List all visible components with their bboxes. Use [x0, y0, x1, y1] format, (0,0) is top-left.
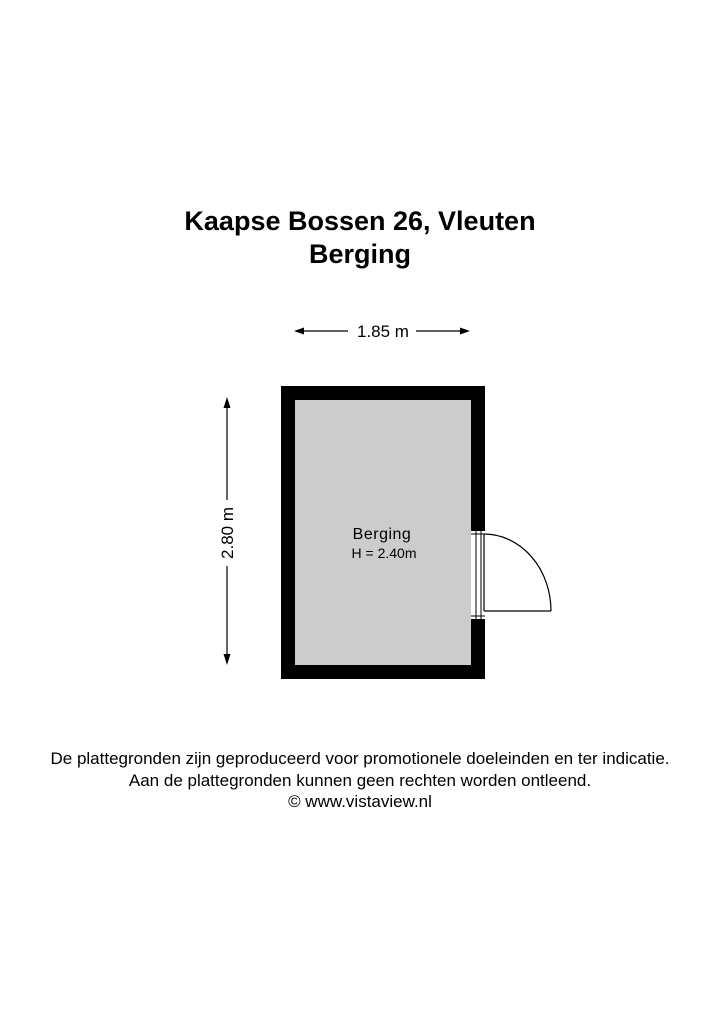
room-name-label: Berging — [352, 526, 412, 543]
door-opening — [471, 531, 485, 619]
height-dimension — [218, 397, 237, 665]
disclaimer-line-2: Aan de plattegronden kunnen geen rechten worden ontleend. — [128, 771, 592, 790]
width-arrow-left — [294, 328, 304, 335]
height-arrow-top — [224, 397, 231, 408]
room-height-label: H = 2.40m — [351, 545, 417, 561]
disclaimer-line-1: De plattegronden zijn geproduceerd voor promotionele doeleinden en ter indicatie. — [50, 749, 670, 768]
floorplan-subtitle: Berging — [308, 239, 411, 269]
width-dimension-label: 1.85 m — [357, 322, 409, 341]
floorplan-title: Kaapse Bossen 26, Vleuten — [184, 206, 536, 236]
height-arrow-bottom — [224, 654, 231, 665]
room-walls — [281, 386, 551, 679]
copyright-link: © www.vistaview.nl — [288, 792, 432, 811]
height-dimension-label: 2.80 m — [218, 507, 237, 559]
width-dimension — [294, 322, 470, 341]
width-arrow-right — [460, 328, 470, 335]
door-swing-arc — [484, 534, 551, 611]
